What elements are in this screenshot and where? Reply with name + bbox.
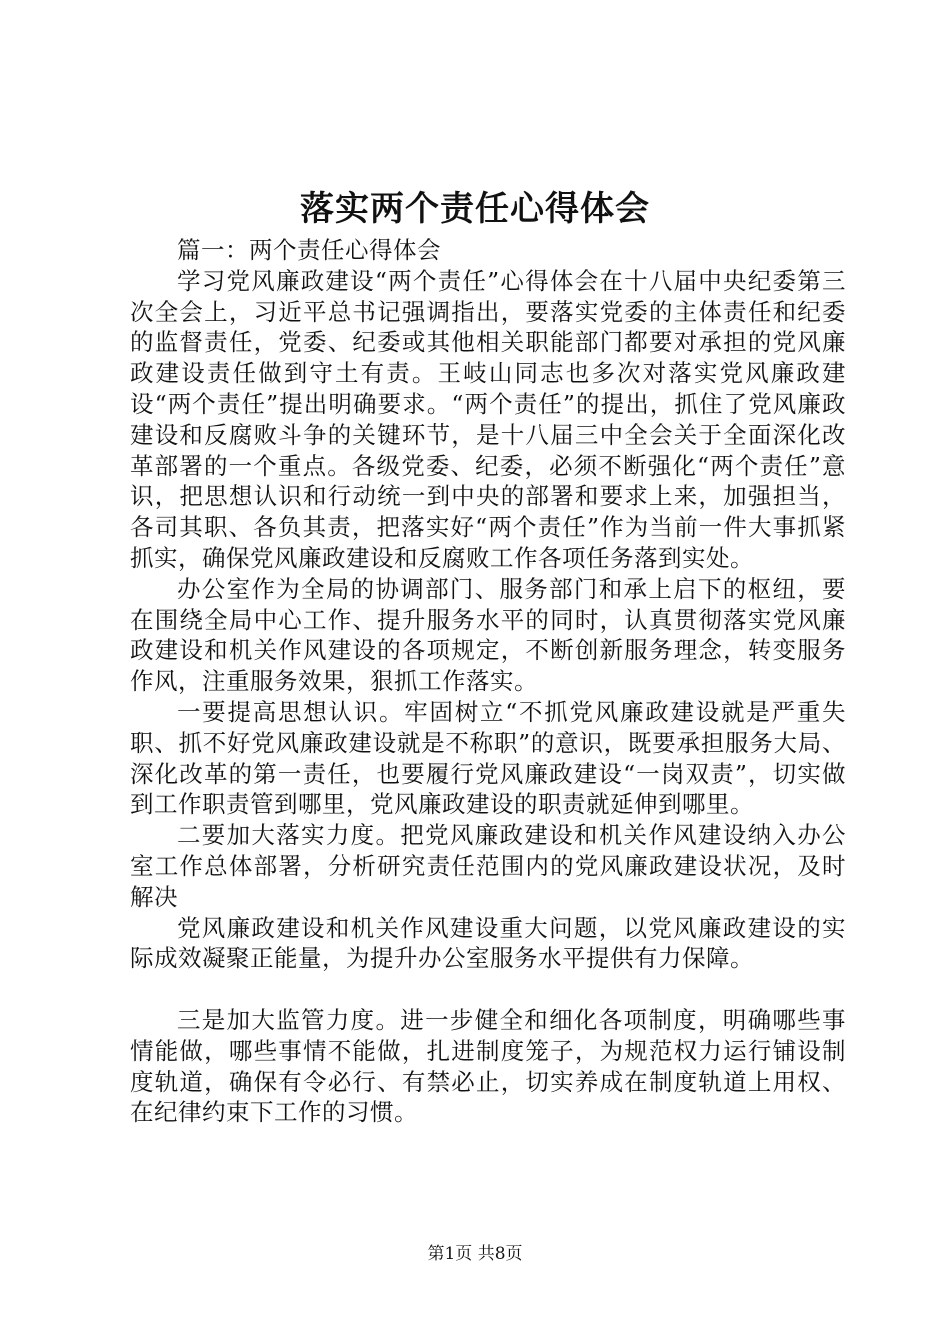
- paragraph: 党风廉政建设和机关作风建设重大问题，以党风廉政建设的实际成效凝聚正能量，为提升办公室服务水平提供有力保障。: [130, 913, 846, 973]
- paragraph: 办公室作为全局的协调部门、服务部门和承上启下的枢纽，要在围绕全局中心工作、提升服务水平的同时，认真贯彻落实党风廉政建设和机关作风建设的各项规定，不断创新服务理念，转变服务作风，注重服务效果，狠抓工作落实。: [130, 574, 846, 696]
- document-body: [130, 235, 846, 1128]
- page-footer: 第1页 共8页: [427, 1244, 523, 1264]
- paragraph: 学习党风廉政建设“两个责任”心得体会在十八届中央纪委第三次全会上，习近平总书记强调指出，要落实党委的主体责任和纪委的监督责任，党委、纪委或其他相关职能部门都要对承担的党风廉政建设责任做到守土有责。王岐山同志也多次对落实党风廉政建设“两个责任”提出明确要求。“两个责任”的提出，抓住了党风廉政建设和反腐败斗争的关键环节，是十八届三中全会关于全面深化改革部署的一个重点。各级党委、纪委，必须不断强化“两个责任”意识，把思想认识和行动统一到中央的部署和要求上来，加强担当，各司其职、各负其责，把落实好“两个责任”作为当前一件大事抓紧抓实，确保党风廉政建设和反腐败工作各项任务落到实处。: [130, 266, 846, 572]
- paragraph: 三是加大监管力度。进一步健全和细化各项制度，明确哪些事情能做，哪些事情不能做，扎进制度笼子，为规范权力运行铺设制度轨道，确保有令必行、有禁必止，切实养成在制度轨道上用权、在纪律约束下工作的习惯。: [130, 1005, 846, 1127]
- section-heading: 篇一：两个责任心得体会: [177, 236, 441, 264]
- document-title: 落实两个责任心得体会: [300, 189, 650, 229]
- paragraph: 一要提高思想认识。牢固树立“不抓党风廉政建设就是严重失职、抓不好党风廉政建设就是不称职”的意识，既要承担服务大局、深化改革的第一责任，也要履行党风廉政建设“一岗双责”，切实做到工作职责管到哪里，党风廉政建设的职责就延伸到哪里。: [130, 697, 846, 819]
- paragraph: 二要加大落实力度。把党风廉政建设和机关作风建设纳入办公室工作总体部署，分析研究责任范围内的党风廉政建设状况，及时解决: [130, 821, 846, 911]
